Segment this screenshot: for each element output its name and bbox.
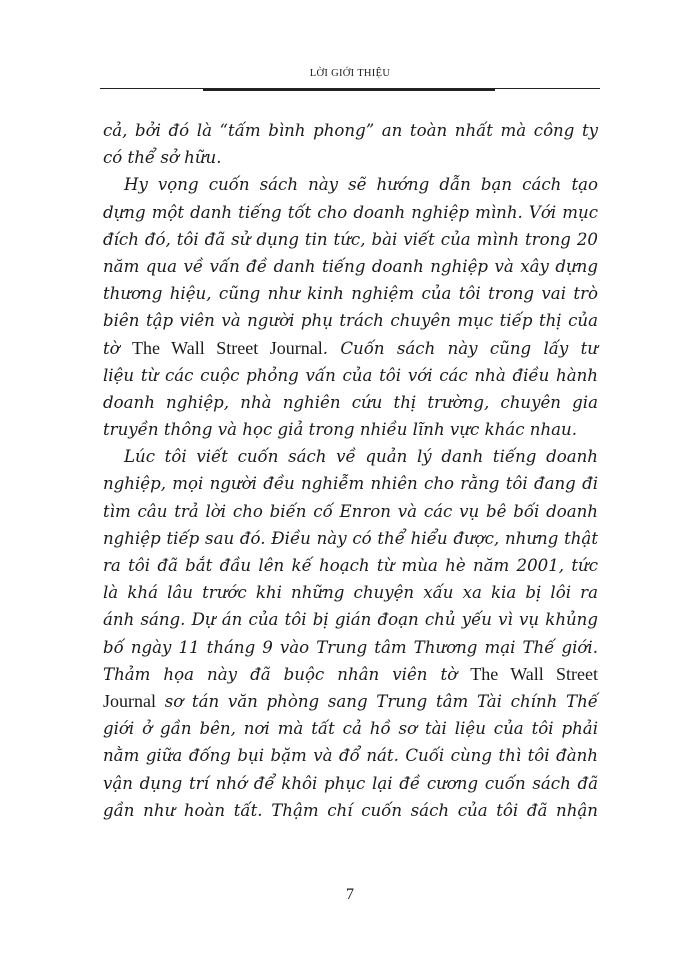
text-segment: . Cuốn sách này cũng lấy tư (322, 338, 598, 358)
text-line: là khá lâu trước khi những chuyện xấu xa kia bị lôi ra (103, 583, 598, 603)
text-line: biên tập viên và người phụ trách chuyên mục tiếp thị của (103, 311, 598, 331)
text-line: ra tôi đã bắt đầu lên kế hoạch từ mùa hè năm 2001, tức (103, 556, 598, 575)
text-line: truyền thông và học giả trong nhiều lĩnh vực khác nhau. (103, 420, 577, 440)
text-line: giới ở gần bên, nơi mà tất cả hồ sơ tài liệu của tôi phải (103, 719, 598, 739)
header-rule-thick (203, 88, 495, 91)
text-segment: Thảm họa này đã buộc nhân viên tờ (103, 664, 458, 684)
text-line (103, 688, 598, 715)
text-line: gần như hoàn tất. Thậm chí cuốn sách của tôi đã nhận (103, 800, 598, 820)
publication-name: The Wall Street (470, 663, 599, 684)
text-line: vận dụng trí nhớ để khôi phục lại đề cương cuốn sách đã (103, 773, 598, 793)
text-line (103, 335, 598, 362)
paragraph-start-line: Hy vọng cuốn sách này sẽ hướng dẫn bạn cách tạo (124, 175, 598, 195)
text-segment: tờ (103, 338, 120, 358)
text-line: năm qua về vấn đề danh tiếng doanh nghiệp và xây dựng (103, 256, 598, 276)
publication-name: Journal (103, 690, 156, 711)
text-line: liệu từ các cuộc phỏng vấn của tôi với các nhà điều hành (103, 365, 598, 385)
paragraph-start-line: Lúc tôi viết cuốn sách về quản lý danh tiếng doanh (124, 447, 598, 467)
publication-name: The Wall Street Journal (131, 337, 323, 358)
text-line: tìm câu trả lời cho biến cố Enron và các vụ bê bối doanh (103, 501, 598, 521)
text-line: đích đó, tôi đã sử dụng tin tức, bài viết của mình trong 20 (103, 229, 598, 249)
text-line: ánh sáng. Dự án của tôi bị gián đoạn chủ yếu vì vụ khủng (103, 610, 598, 630)
text-segment: sơ tán văn phòng sang Trung tâm Tài chính Thế (164, 691, 599, 711)
text-line: dựng một danh tiếng tốt cho doanh nghiệp mình. Với mục (103, 202, 598, 222)
text-line: thương hiệu, cũng như kinh nghiệm của tôi trong vai trò (103, 284, 598, 304)
text-line: nằm giữa đống bụi bặm và đổ nát. Cuối cùng thì tôi đành (103, 746, 598, 766)
text-line: có thể sở hữu. (103, 148, 222, 168)
chapter-title: LỜI GIỚI THIỆU (309, 68, 391, 79)
body-text (103, 117, 598, 824)
text-line: nghiệp tiếp sau đó. Điều này có thể hiểu được, nhưng thật (103, 528, 598, 548)
text-line: cả, bởi đó là “tấm bình phong” an toàn nhất mà công ty (103, 121, 598, 140)
text-line: doanh nghiệp, nhà nghiên cứu thị trường, chuyên gia (103, 392, 598, 412)
text-line (103, 661, 598, 688)
text-line: bố ngày 11 tháng 9 vào Trung tâm Thương mại Thế giới. (103, 637, 598, 657)
text-line: nghiệp, mọi người đều nghiễm nhiên cho rằng tôi đang đi (103, 474, 598, 494)
page-number: 7 (346, 886, 354, 903)
